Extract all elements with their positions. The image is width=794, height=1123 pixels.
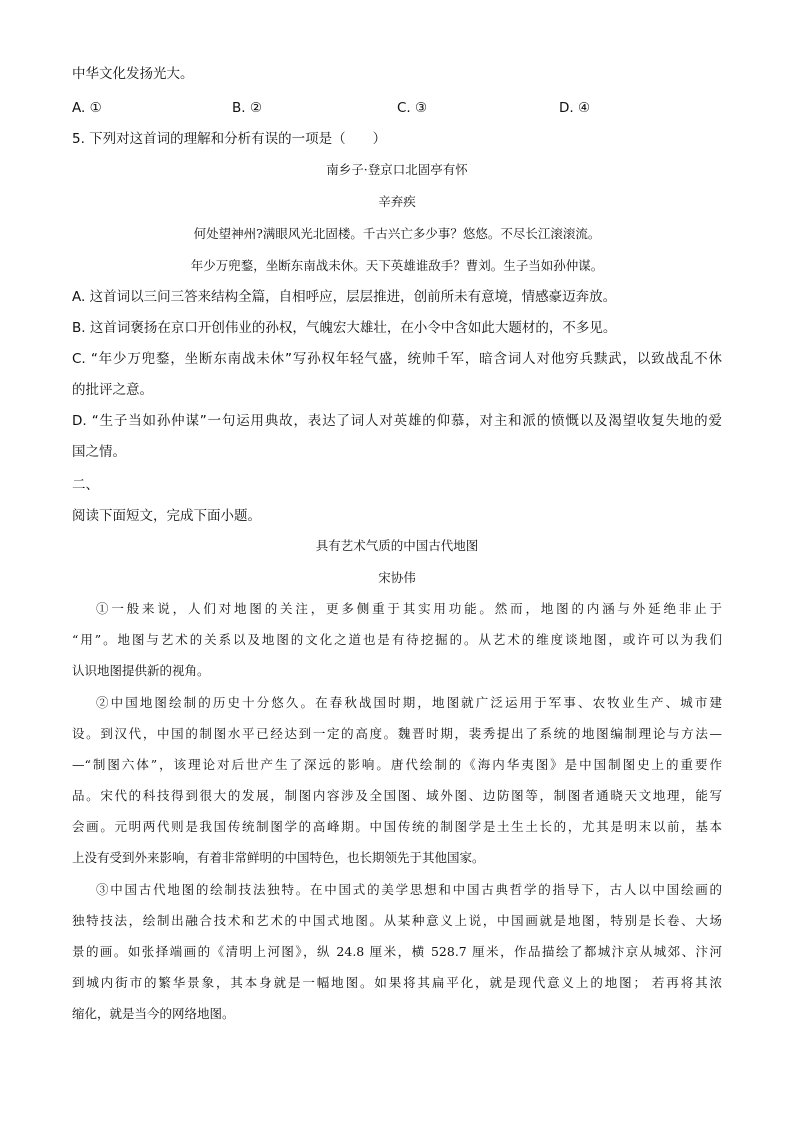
q4-option-d[interactable]: D. ④ (559, 100, 591, 116)
q4-option-a[interactable]: A. ① (72, 100, 102, 116)
paragraph-line: ①一般来说，人们对地图的关注，更多侧重于其实用功能。然而，地图的内涵与外延绝非止于 (96, 601, 722, 616)
paragraph-line: 品。宋代的科技得到很大的发展，制图内容涉及全国图、域外图、边防图等，制图者通晓天文地理，能写 (72, 788, 722, 803)
q5-option-d-cont: 国之情。 (72, 444, 126, 460)
continuation-line: 中华文化发扬光大。 (72, 66, 194, 82)
poem-line-1: 何处望神州?满眼风光北固楼。千古兴亡多少事？悠悠。不尽长江滚滚流。 (193, 226, 601, 241)
paragraph-line: 景的画。如张择端画的《清明上河图》，纵 24.8 厘米，横 528.7 厘米，作品描绘了都城汴京从城郊、汴河 (72, 944, 722, 959)
q5-option-d[interactable]: D. “生子当如孙仲谋”一句运用典故，表达了词人对英雄的仰慕，对主和派的愤慨以及渴望收复失地的爱 (72, 413, 722, 429)
q5-option-c[interactable]: C. “年少万兜鍪，坐断东南战未休”写孙权年轻气盛，统帅千军，暗含词人对他穷兵黩武，以致战乱不休 (72, 351, 722, 367)
section-heading: 二、 (72, 477, 99, 493)
article-author: 宋协伟 (378, 570, 416, 585)
paragraph-line: ②中国地图绘制的历史十分悠久。在春秋战国时期，地图就广泛运用于军事、农牧业生产、城市建 (96, 695, 722, 710)
paragraph-line: 会画。元明两代则是我国传统制图学的高峰期。中国传统的制图学是土生土长的，尤其是明末以前，基本 (72, 819, 722, 834)
paragraph-line: “用”。地图与艺术的关系以及地图的文化之道也是有待挖掘的。从艺术的维度谈地图，或许可以为我们 (72, 632, 722, 647)
article-title: 具有艺术气质的中国古代地图 (315, 538, 479, 553)
paragraph-line: 认识地图提供新的视角。 (72, 663, 210, 678)
poem-line-2: 年少万兜鍪，坐断东南战未休。天下英雄谁敌手？曹刘。生子当如孙仲谋。 (190, 258, 604, 273)
paragraph-line: 设。到汉代，中国的制图水平已经达到一定的高度。魏晋时期，裴秀提出了系统的地图编制理论与方法— (72, 726, 722, 741)
paragraph-line: 到城内街市的繁华景象，其本身就是一幅地图。如果将其扁平化，就是现代意义上的地图； 若再将其浓 (72, 975, 722, 990)
q5-option-c-cont: 的批评之意。 (72, 382, 153, 398)
q4-option-b[interactable]: B. ② (232, 100, 262, 116)
paragraph-line: ③中国古代地图的绘制技法独特。在中国式的美学思想和中国古典哲学的指导下，古人以中国绘画的 (96, 882, 722, 897)
q4-option-c[interactable]: C. ③ (397, 100, 428, 116)
poem-author: 辛弃疾 (378, 194, 416, 209)
q4-options (72, 100, 722, 120)
paragraph-line: 上没有受到外来影响，有着非常鲜明的中国特色，也长期领先于其他国家。 (72, 850, 485, 865)
paragraph-line: 独特技法，绘制出融合技术和艺术的中国式地图。从某种意义上说，中国画就是地图，特别是长卷、大场 (72, 913, 722, 928)
section-instruction: 阅读下面短文，完成下面小题。 (72, 508, 261, 524)
poem-title: 南乡子·登京口北固亭有怀 (326, 162, 468, 177)
q5-option-a[interactable]: A. 这首词以三问三答来结构全篇，自相呼应，层层推进，创前所未有意境，情感豪迈奔放。 (72, 289, 617, 305)
paragraph-line: —“制图六体”，该理论对后世产生了深远的影响。唐代绘制的《海内华夷图》是中国制图史上的重要作 (72, 757, 722, 772)
q5-stem: 5. 下列对这首词的理解和分析有误的一项是（ ） (72, 131, 387, 147)
q5-option-b[interactable]: B. 这首词褒扬在京口开创伟业的孙权，气魄宏大雄壮，在小令中含如此大题材的，不多见。 (72, 320, 617, 336)
paragraph-line: 缩化，就是当今的网络地图。 (72, 1006, 235, 1021)
